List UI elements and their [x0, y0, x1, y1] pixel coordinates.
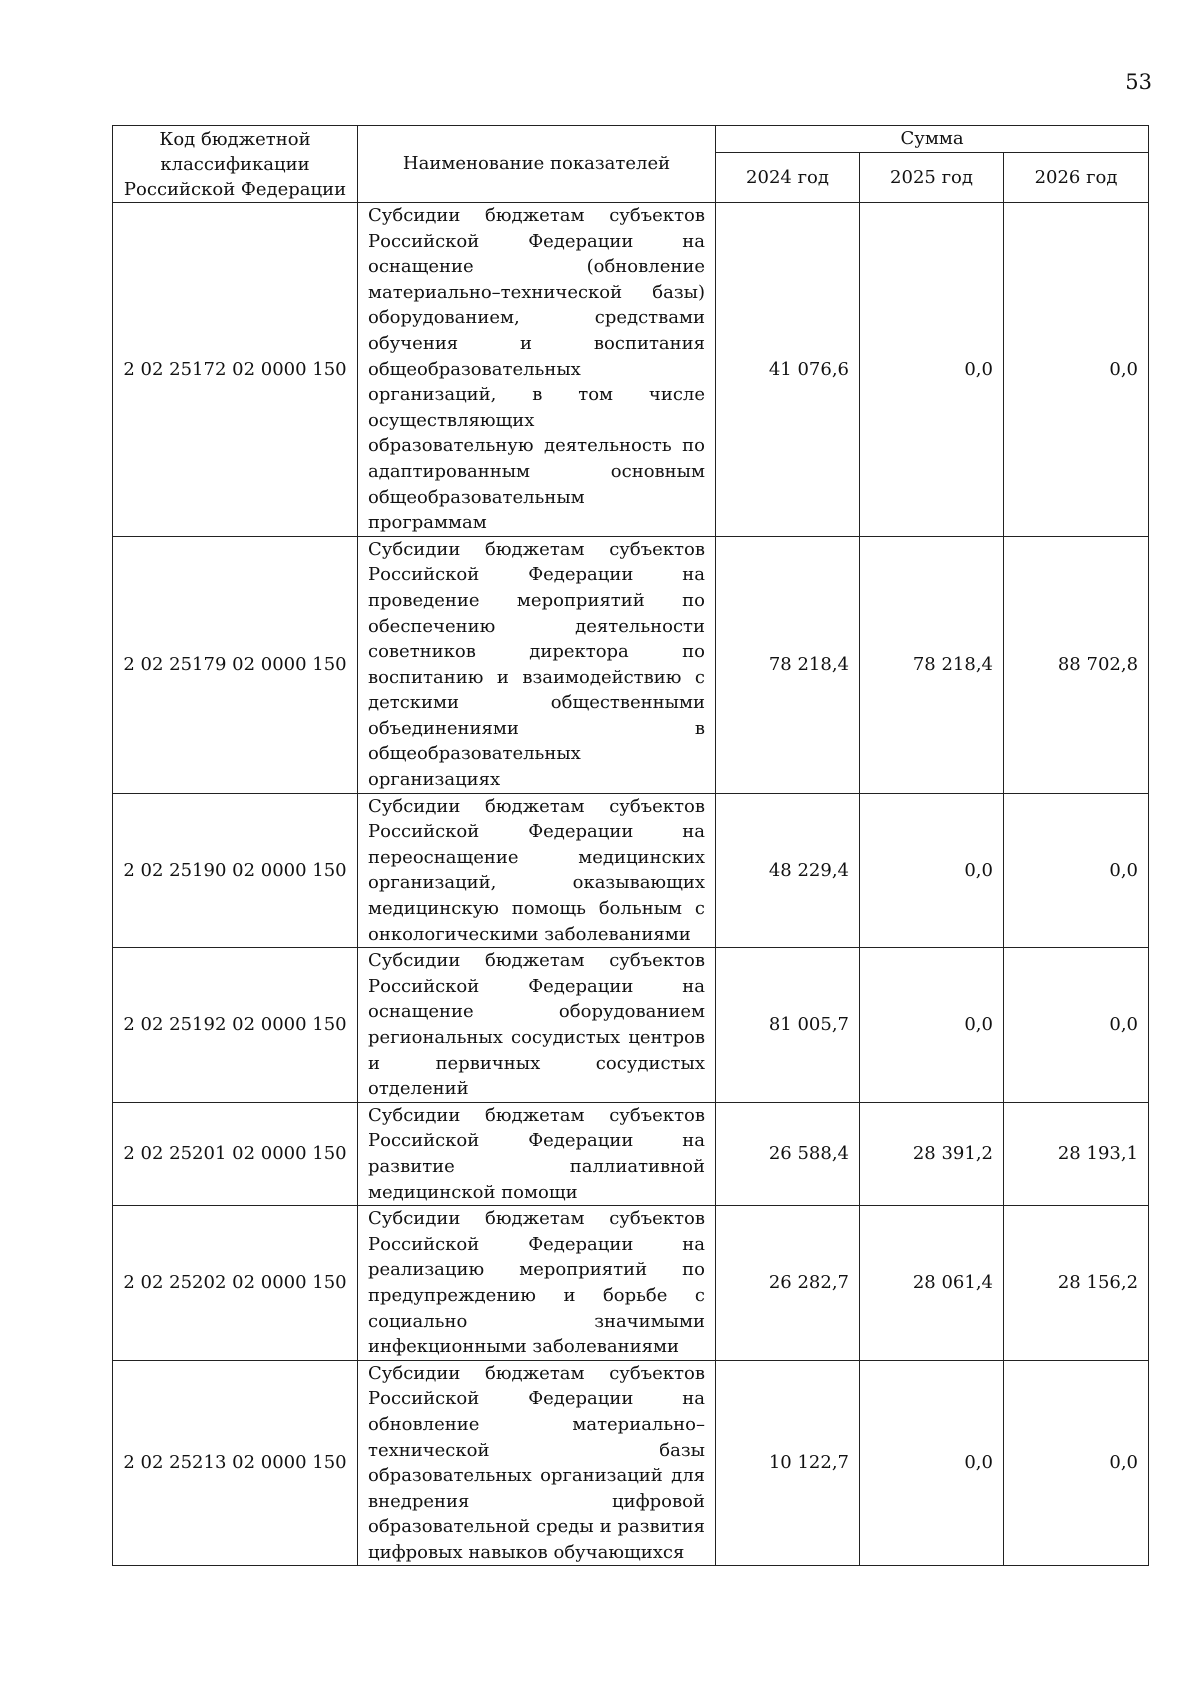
row-sum-2024: 10 122,7 [716, 1360, 860, 1566]
row-name: Субсидии бюджетам субъектов Российской Федерации на реализацию мероприятий по предупреждению и борьбе с социально значимыми инфекционными заболеваниями [358, 1206, 716, 1361]
header-code: Код бюджетной классификации Российской Федерации [113, 126, 358, 203]
row-sum-2026: 0,0 [1004, 793, 1149, 948]
row-code: 2 02 25172 02 0000 150 [113, 203, 358, 537]
row-sum-2024: 78 218,4 [716, 536, 860, 793]
row-sum-2026: 88 702,8 [1004, 536, 1149, 793]
row-name: Субсидии бюджетам субъектов Российской Федерации на оснащение (обновление материально–технической базы) оборудованием, средствами обучения и воспитания общеобразовательных организаций, в том числе осуществляющих образовательную деятельность по адаптированным основным общеобразовательным программам [358, 203, 716, 537]
table-row [113, 1206, 1149, 1361]
table-header [113, 126, 1149, 203]
row-code: 2 02 25213 02 0000 150 [113, 1360, 358, 1566]
header-row [113, 126, 1149, 153]
row-name: Субсидии бюджетам субъектов Российской Федерации на проведение мероприятий по обеспечению деятельности советников директора по воспитанию и взаимодействию с детскими общественными объединениями в общеобразовательных организациях [358, 536, 716, 793]
row-sum-2025: 0,0 [860, 793, 1004, 948]
header-year-2025: 2025 год [860, 153, 1004, 203]
row-code: 2 02 25202 02 0000 150 [113, 1206, 358, 1361]
row-code: 2 02 25179 02 0000 150 [113, 536, 358, 793]
row-sum-2025: 0,0 [860, 948, 1004, 1103]
row-sum-2024: 81 005,7 [716, 948, 860, 1103]
budget-table [112, 125, 1149, 1566]
header-year-2026: 2026 год [1004, 153, 1149, 203]
row-sum-2025: 0,0 [860, 1360, 1004, 1566]
row-name: Субсидии бюджетам субъектов Российской Федерации на развитие паллиативной медицинской помощи [358, 1102, 716, 1205]
header-year-2024: 2024 год [716, 153, 860, 203]
row-sum-2025: 28 061,4 [860, 1206, 1004, 1361]
row-code: 2 02 25190 02 0000 150 [113, 793, 358, 948]
header-name: Наименование показателей [358, 126, 716, 203]
row-sum-2024: 26 588,4 [716, 1102, 860, 1205]
page-number: 53 [1125, 70, 1152, 94]
row-code: 2 02 25201 02 0000 150 [113, 1102, 358, 1205]
row-sum-2024: 26 282,7 [716, 1206, 860, 1361]
row-name: Субсидии бюджетам субъектов Российской Федерации на переоснащение медицинских организаций, оказывающих медицинскую помощь больным с онкологическими заболеваниями [358, 793, 716, 948]
table-body [113, 203, 1149, 1566]
row-sum-2026: 28 156,2 [1004, 1206, 1149, 1361]
row-sum-2026: 0,0 [1004, 1360, 1149, 1566]
table-row [113, 1360, 1149, 1566]
row-sum-2025: 28 391,2 [860, 1102, 1004, 1205]
table-row [113, 793, 1149, 948]
row-sum-2025: 0,0 [860, 203, 1004, 537]
table-row [113, 948, 1149, 1103]
table-row [113, 203, 1149, 537]
header-sum: Сумма [716, 126, 1149, 153]
row-sum-2026: 0,0 [1004, 203, 1149, 537]
row-sum-2024: 48 229,4 [716, 793, 860, 948]
row-sum-2026: 0,0 [1004, 948, 1149, 1103]
row-sum-2024: 41 076,6 [716, 203, 860, 537]
table-row [113, 1102, 1149, 1205]
table-row [113, 536, 1149, 793]
row-name: Субсидии бюджетам субъектов Российской Федерации на оснащение оборудованием региональных сосудистых центров и первичных сосудистых отделений [358, 948, 716, 1103]
row-sum-2025: 78 218,4 [860, 536, 1004, 793]
row-name: Субсидии бюджетам субъектов Российской Федерации на обновление материально–технической базы образовательных организаций для внедрения цифровой образовательной среды и развития цифровых навыков обучающихся [358, 1360, 716, 1566]
row-code: 2 02 25192 02 0000 150 [113, 948, 358, 1103]
row-sum-2026: 28 193,1 [1004, 1102, 1149, 1205]
